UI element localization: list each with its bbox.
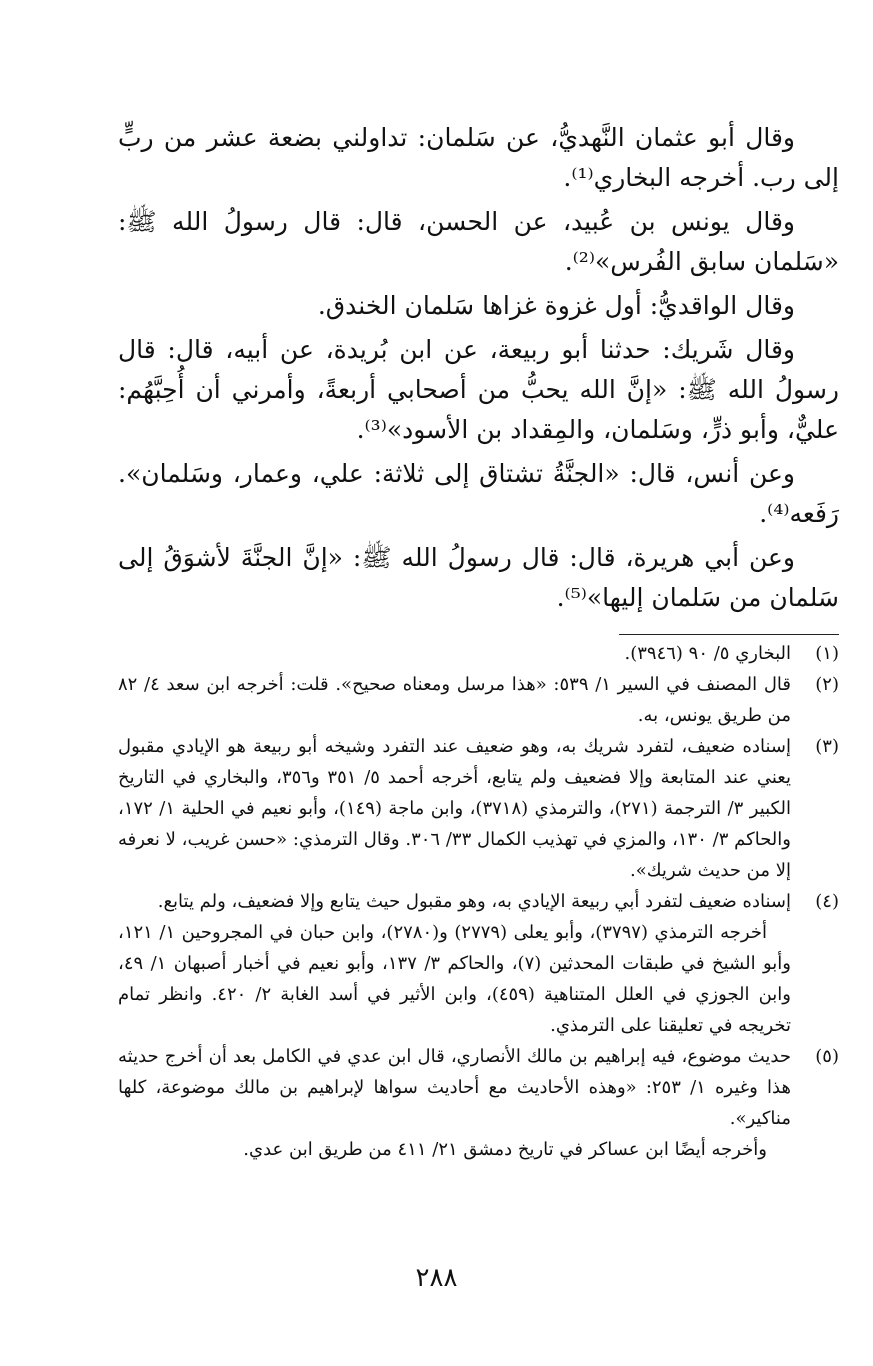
- main-paragraph-5: وعن أنس، قال: «الجنَّةُ تشتاق إلى ثلاثة: علي، وعمار، وسَلمان». رَفَعه⁽⁴⁾.: [118, 459, 839, 528]
- main-paragraph-6: وعن أبي هريرة، قال: قال رسولُ الله ﷺ: «إنَّ الجنَّةَ لأشوَقُ إلى سَلمان من سَلمان إليها»⁽⁵⁾.: [118, 543, 839, 612]
- footnote-continuation-text: أخرجه الترمذي (٣٧٩٧)، وأبو يعلى (٢٧٧٩) و(٢٧٨٠)، وابن حبان في المجروحين ١/ ١٢١، وأبو الشيخ في طبقات المحدثين (٧)، والحاكم ٣/ ١٣٧، وأبو نعيم في أخبار أصبهان ١/ ٤٩، وابن الجوزي في العلل المتناهية (٤٥٩)، وابن الأثير في أسد الغابة ٢/ ٤٢٠. وانظر تمام تخريجه في تعليقنا على الترمذي.: [118, 922, 792, 1036]
- footnote-number: (١): [815, 643, 839, 664]
- footnote-divider: [619, 634, 839, 635]
- main-text: [118, 118, 839, 622]
- footnote-continuation: [118, 1134, 839, 1165]
- main-paragraph-4: وقال شَريك: حدثنا أبو ربيعة، عن ابن بُريدة، عن أبيه، قال: قال رسولُ الله ﷺ: «إنَّ الله يحبُّ من أصحابي أربعةً، وأمرني أن أُحِبَّهُم: عليٌّ، وأبو ذرٍّ، وسَلمان، والمِقداد بن الأسود»⁽³⁾.: [118, 335, 839, 444]
- main-paragraph-3: وقال الواقديُّ: أول غزوة غزاها سَلمان الخندق.: [317, 291, 795, 320]
- footnote: [118, 669, 839, 731]
- footnote-text: إسناده ضعيف، لتفرد شريك به، وهو ضعيف عند التفرد وشيخه أبو ربيعة هو الإيادي مقبول يعني عند المتابعة وإلا فضعيف ولم يتابع، أخرجه أحمد ٥/ ٣٥١ و٣٥٦، والبخاري في التاريخ الكبير ٣/ الترجمة (٢٧١)، والترمذي (٣٧١٨)، وابن ماجة (١٤٩)، وأبو نعيم في الحلية ١/ ١٧٢، والحاكم ٣/ ١٣٠، والمزي في تهذيب الكمال ٣٣/ ٣٠٦. وقال الترمذي: «حسن غريب، لا نعرفه إلا من حديث شريك».: [118, 736, 791, 881]
- footnote: [118, 1041, 839, 1134]
- footnote-text: حديث موضوع، فيه إبراهيم بن مالك الأنصاري، قال ابن عدي في الكامل بعد أن أخرج حديثه هذا وغيره ١/ ٢٥٣: «وهذه الأحاديث مع أحاديث سواها لإبراهيم بن مالك موضوعة، كلها مناكير».: [118, 1046, 791, 1129]
- footnote: [118, 638, 839, 669]
- main-paragraph-2: وقال يونس بن عُبيد، عن الحسن، قال: قال رسولُ الله ﷺ: «سَلمان سابق الفُرس»⁽²⁾.: [118, 207, 839, 276]
- main-paragraph-1: وقال أبو عثمان النَّهديُّ، عن سَلمان: تداولني بضعة عشر من ربٍّ إلى رب. أخرجه البخاري⁽¹⁾.: [118, 123, 839, 192]
- footnote: [118, 731, 839, 886]
- footnote: [118, 886, 839, 917]
- footnote-continuation-text: وأخرجه أيضًا ابن عساكر في تاريخ دمشق ٢١/ ٤١١ من طريق ابن عدي.: [243, 1139, 767, 1160]
- footnote-text: البخاري ٥/ ٩٠ (٣٩٤٦).: [624, 643, 791, 664]
- footnote-number: (٤): [815, 891, 839, 912]
- footnote-number: (٢): [815, 674, 839, 695]
- footnote-number: (٥): [815, 1046, 839, 1067]
- footnotes: [118, 638, 839, 1165]
- footnote-continuation: [118, 917, 839, 1041]
- footnote-number: (٣): [815, 736, 839, 757]
- footnote-text: قال المصنف في السير ١/ ٥٣٩: «هذا مرسل ومعناه صحيح». قلت: أخرجه ابن سعد ٤/ ٨٢ من طريق يونس، به.: [118, 674, 791, 726]
- footnote-text: إسناده ضعيف لتفرد أبي ربيعة الإيادي به، وهو مقبول حيث يتابع وإلا فضعيف، ولم يتابع.: [157, 891, 791, 912]
- page-number: ٢٨٨: [415, 1263, 458, 1293]
